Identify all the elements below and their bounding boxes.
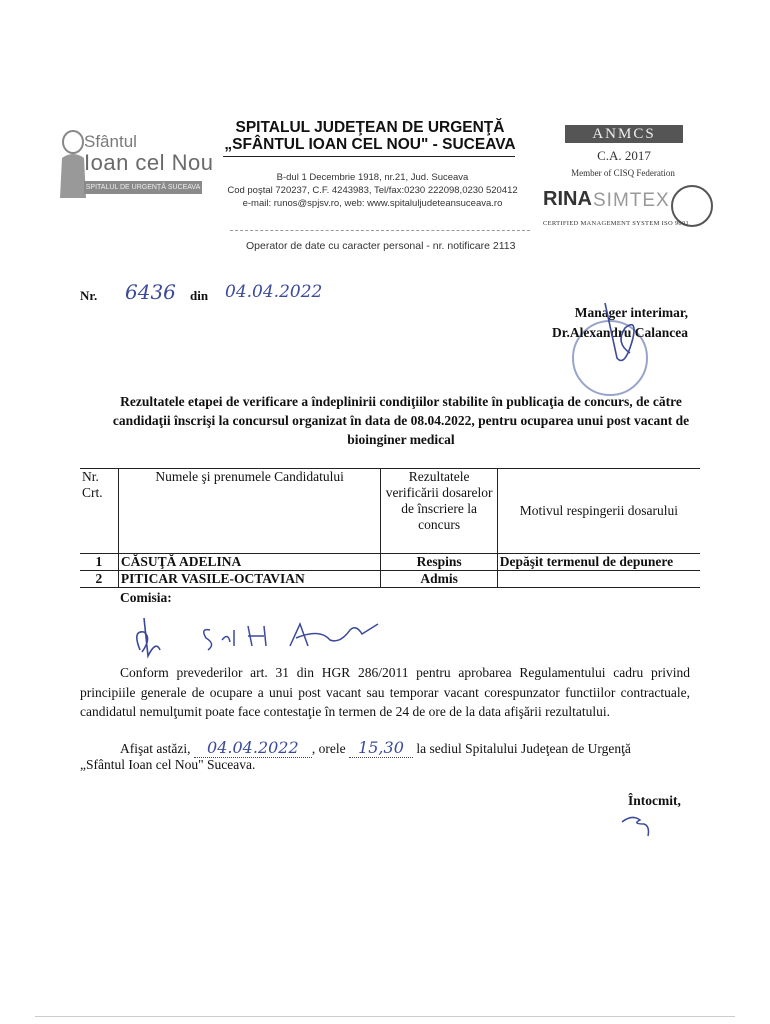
row-result: Admis <box>381 571 497 588</box>
commission-signatures <box>130 610 390 660</box>
row-nr: 2 <box>80 571 118 588</box>
address-line1: B-dul 1 Decembrie 1918, nr.21, Jud. Suceava <box>276 172 469 183</box>
row-name: CĂSUŢĂ ADELINA <box>118 554 381 571</box>
row-result: Respins <box>381 554 497 571</box>
row-reason: Depăşit termenul de depunere <box>497 554 700 571</box>
row-reason <box>497 571 700 588</box>
posting-prefix: Afişat astăzi, <box>120 741 191 756</box>
logo-band: SPITALUL DE URGENȚĂ SUCEAVA <box>84 181 202 194</box>
document-title: Rezultatele etapei de verificare a îndeplinirii condiţiilor stabilite în publicaţia de concurs, de către candidaţii înscrişi la concursul organizat în data de 08.04.2022, pentru ocuparea unui post vacant de bioinginer medical <box>112 394 690 447</box>
certified-system: CERTIFIED MANAGEMENT SYSTEM ISO 9001 <box>543 220 690 227</box>
manager-title: Manager interimar, <box>574 305 688 320</box>
prepared-by-signature <box>618 812 658 840</box>
hospital-title-line1: SPITALUL JUDEŢEAN DE URGENŢĂ <box>235 119 505 136</box>
commission-label: Comisia: <box>120 590 172 605</box>
registration-date: 04.04.2022 <box>225 282 323 302</box>
contestation-paragraph: Conform prevederilor art. 31 din HGR 286/2011 pentru aprobarea Regulamentului cadru privind principiile generale de ocupare a unui post vacant sau temporar vacant corespunzator functiilor contractuale, candidatul nemulţumit poate face contestaţie în termen de 24 de ore de la data afişării rezultatului. <box>80 665 690 719</box>
nr-label: Nr. <box>80 288 98 303</box>
hospital-title-line2: „SFÂNTUL IOAN CEL NOU" - SUCEAVA <box>224 136 516 153</box>
operator-note: Operator de date cu caracter personal - nr. notificare 2113 <box>246 240 516 252</box>
din-label: din <box>190 288 209 303</box>
logo-text-line1: Sfântul <box>84 132 137 151</box>
prepared-by-label: Întocmit, <box>628 793 681 808</box>
anmcs-logo: ANMCS <box>565 125 683 143</box>
table-row <box>80 554 700 571</box>
results-table <box>80 468 700 588</box>
posting-line <box>120 738 631 758</box>
manager-name: Dr.Alexandru Calancea <box>551 325 688 340</box>
header-result: Rezultatele verificării dosarelor de înscriere la concurs <box>381 469 497 554</box>
posting-date: 04.04.2022 <box>194 738 312 758</box>
simtex-logo: SIMTEX <box>593 190 670 211</box>
page-bottom-edge <box>35 1016 735 1017</box>
address-line3: e-mail: runos@spjsv.ro, web: www.spitaluljudeteansuceava.ro <box>242 198 503 209</box>
row-name: PITICAR VASILE-OCTAVIAN <box>118 571 381 588</box>
header-nr: Nr. Crt. <box>80 469 118 554</box>
logo-text-line2: Ioan cel Nou <box>84 150 214 175</box>
header-divider <box>230 230 530 231</box>
table-header-row <box>80 469 700 554</box>
header-name: Numele şi prenumele Candidatului <box>118 469 381 554</box>
header-reason: Motivul respingerii dosarului <box>497 469 700 554</box>
address-line2: Cod poştal 720237, C.F. 4243983, Tel/fax:0230 222098,0230 520412 <box>227 185 518 196</box>
posting-hour-label: , orele <box>311 741 346 756</box>
header-underline <box>223 156 515 157</box>
manager-signature <box>595 298 640 373</box>
ca-year: C.A. 2017 <box>597 148 651 163</box>
posting-line2: „Sfântul Ioan cel Nou" Suceava. <box>80 757 256 772</box>
posting-hour: 15,30 <box>349 738 413 758</box>
posting-suffix: la sediul Spitalului Judeţean de Urgenţă <box>416 741 631 756</box>
cisq-member: Member of CISQ Federation <box>571 168 675 178</box>
row-nr: 1 <box>80 554 118 571</box>
rina-logo: RINA <box>543 188 592 210</box>
registration-number: 6436 <box>125 280 176 304</box>
table-row <box>80 571 700 588</box>
